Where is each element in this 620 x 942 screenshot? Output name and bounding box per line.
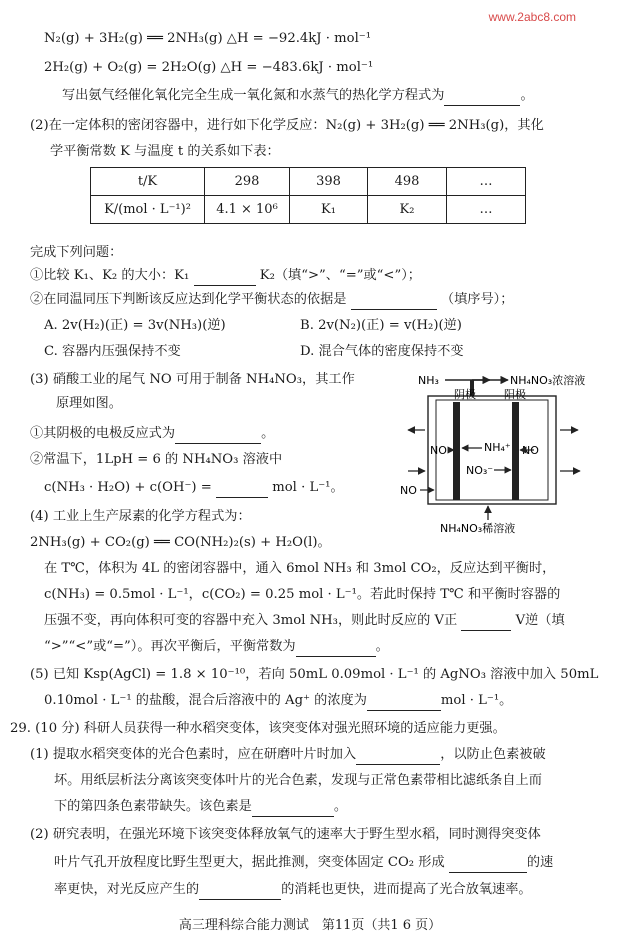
q4-line3-text: 压强不变，再向体积可变的容器中充入 3mol NH₃，则此时反应的 V正 — [44, 613, 458, 628]
q2-part2-tail: （填序号）； — [440, 292, 514, 307]
nh4-label: NH₄⁺ — [484, 441, 511, 454]
urea-equation: 2NH₃(g) + CO₂(g) ══ CO(NH₂)₂(s) + H₂O(l)。 — [30, 535, 331, 550]
no3-label: NO₃⁻ — [466, 464, 494, 477]
answer-blank[interactable] — [367, 696, 441, 711]
table-cell: 398 — [290, 168, 368, 196]
q2-part1-text: ①比较 K₁、K₂ 的大小：K₁ — [30, 268, 190, 283]
q5-line2 — [44, 691, 512, 711]
q29-part1-end-tail: 。 — [333, 799, 347, 814]
table-cell: … — [447, 196, 526, 224]
q4-line3-tail: V逆（填 — [515, 613, 565, 628]
equilibrium-table — [90, 167, 526, 224]
equation-2: 2H₂(g) + O₂(g) = 2H₂O(g) △H = −483.6kJ · mol⁻¹ — [44, 60, 374, 75]
q2-part1-tail: K₂（填“>”、“=”或“<”）； — [259, 268, 421, 283]
q2-intro: (2)在一定体积的密闭容器中，进行如下化学反应：N₂(g) + 3H₂(g) ══ 2NH₃(g)，其化 — [30, 118, 544, 133]
table-cell: 498 — [368, 168, 447, 196]
table-cell: 4.1 × 10⁶ — [205, 196, 290, 224]
table-row — [91, 168, 526, 196]
q5-line2-tail: mol · L⁻¹。 — [440, 693, 513, 708]
no-label: NO — [430, 444, 447, 457]
q29-part2-text: 叶片气孔开放程度比野生型更大，据此推测，突变体固定 CO₂ 形成 — [54, 855, 445, 870]
q4-line4 — [44, 637, 389, 657]
q1-text: 写出氨气经催化氧化完全生成一氧化氮和水蒸气的热化学方程式为 — [62, 88, 445, 103]
q2-part2 — [30, 290, 513, 310]
nh3-label: NH₃ — [418, 374, 439, 387]
q4-line3 — [44, 611, 565, 631]
cathode-label: 阴极 — [454, 388, 476, 401]
q3-intro-cont: 原理如图。 — [56, 396, 122, 411]
q2-part2-text: ②在同温同压下判断该反应达到化学平衡状态的依据是 — [30, 292, 347, 307]
q29-part1-tail: ，以防止色素被破 — [440, 747, 546, 762]
answer-blank[interactable] — [351, 295, 437, 310]
q4-line2: c(NH₃) = 0.5mol · L⁻¹，c(CO₂) = 0.25 mol · L⁻¹。若此时保持 T℃ 和平衡时容器的 — [44, 587, 561, 602]
table-cell: K₂ — [368, 196, 447, 224]
q2-intro-cont: 学平衡常数 K 与温度 t 的关系如下表： — [50, 144, 280, 159]
q2-part1 — [30, 266, 421, 286]
q3-part2-text: c(NH₃ · H₂O) + c(OH⁻) = — [44, 480, 212, 495]
q29-part1-cont: 坏。用纸层析法分离该突变体叶片的光合色素，发现与正常色素带相比滤纸条自上而 — [54, 773, 542, 788]
answer-blank[interactable] — [199, 885, 281, 900]
q3-part2-tail: mol · L⁻¹。 — [272, 480, 344, 495]
table-cell: t/K — [91, 168, 205, 196]
page-footer: 高三理科综合能力测试 第11页（共1 6 页） — [178, 918, 442, 933]
table-cell: … — [447, 168, 526, 196]
option-a: A. 2v(H₂)(正) = 3v(NH₃)(逆) — [44, 318, 226, 333]
option-d: D. 混合气体的密度保持不变 — [300, 344, 464, 359]
q4-line4-tail: 。 — [375, 639, 389, 654]
no-label: NO — [522, 444, 539, 457]
q29-part2-end — [54, 880, 532, 900]
answer-blank[interactable] — [444, 91, 520, 106]
answer-blank[interactable] — [296, 642, 376, 657]
answer-blank[interactable] — [194, 271, 256, 286]
equation-1: N₂(g) + 3H₂(g) ══ 2NH₃(g) △H = −92.4kJ · mol⁻¹ — [44, 31, 372, 46]
q29-part1 — [30, 745, 546, 765]
q5-line2-text: 0.10mol · L⁻¹ 的盐酸，混合后溶液中的 Ag⁺ 的浓度为 — [44, 693, 367, 708]
q29-part1-text: (1) 提取水稻突变体的光合色素时，应在研磨叶片时加入 — [30, 747, 357, 762]
answer-blank[interactable] — [175, 429, 261, 444]
watermark: www.2abc8.com — [488, 10, 576, 24]
q29-part2-tail: 的速 — [526, 855, 554, 870]
q4-line1: 在 T℃，体积为 4L 的密闭容器中，通入 6mol NH₃ 和 3mol CO₂，反应达到平衡时， — [44, 561, 556, 576]
q29-part1-end-text: 下的第四条色素带缺失。该色素是 — [54, 799, 252, 814]
q3-intro: (3) 硝酸工业的尾气 NO 可用于制备 NH₄NO₃，其工作 — [30, 372, 355, 387]
anode-electrode — [512, 402, 519, 500]
q1-prompt: 写出氨气经催化氧化完全生成一氧化氮和水蒸气的热化学方程式为 。 — [62, 86, 534, 106]
q3-part2: ②常温下，1LpH = 6 的 NH₄NO₃ 溶液中 — [30, 452, 283, 467]
sub-heading: 完成下列问题： — [30, 245, 123, 260]
table-cell: K₁ — [290, 196, 368, 224]
q29-part2-end-tail: 的消耗也更快，进而提高了光合放氧速率。 — [281, 882, 532, 897]
table-row — [91, 196, 526, 224]
electrolysis-diagram — [400, 368, 616, 534]
q29-part1-end — [54, 797, 347, 817]
table-cell: K/(mol · L⁻¹)² — [91, 196, 205, 224]
option-b: B. 2v(N₂)(正) = v(H₂)(逆) — [300, 318, 462, 333]
q3-part1-tail: 。 — [261, 426, 275, 441]
q4-intro: (4) 工业上生产尿素的化学方程式为： — [30, 509, 251, 524]
q4-line4-text: “>”“<”或“=”）。再次平衡后，平衡常数为 — [44, 639, 296, 654]
answer-blank[interactable] — [252, 802, 334, 817]
q3-part1 — [30, 424, 274, 444]
q3-part2-cont — [44, 478, 344, 498]
bottom-solution-label: NH₄NO₃稀溶液 — [440, 522, 516, 534]
q5-line1: (5) 已知 Ksp(AgCl) = 1.8 × 10⁻¹⁰，若向 50mL 0.09mol · L⁻¹ 的 AgNO₃ 溶液中加入 50mL — [30, 667, 599, 682]
answer-blank[interactable] — [449, 858, 527, 873]
q29-part2-end-text: 率更快，对光反应产生的 — [54, 882, 200, 897]
q29-part2-cont — [54, 853, 553, 873]
q29-part2: (2) 研究表明，在强光环境下该突变体释放氧气的速率大于野生型水稻，同时测得突变体 — [30, 827, 541, 842]
option-c: C. 容器内压强保持不变 — [44, 344, 181, 359]
answer-blank[interactable] — [356, 750, 440, 765]
table-cell: 298 — [205, 168, 290, 196]
anode-label: 阳极 — [504, 388, 526, 401]
q29-heading: 29. (10 分) 科研人员获得一种水稻突变体，该突变体对强光照环境的适应能力更强。 — [10, 721, 506, 736]
cathode-electrode — [453, 402, 460, 500]
answer-blank[interactable] — [216, 483, 268, 498]
no-label: NO — [400, 484, 417, 497]
product-label: NH₄NO₃浓溶液 — [510, 374, 586, 387]
answer-blank[interactable] — [461, 616, 511, 631]
q3-part1-text: ①其阴极的电极反应式为 — [30, 426, 176, 441]
